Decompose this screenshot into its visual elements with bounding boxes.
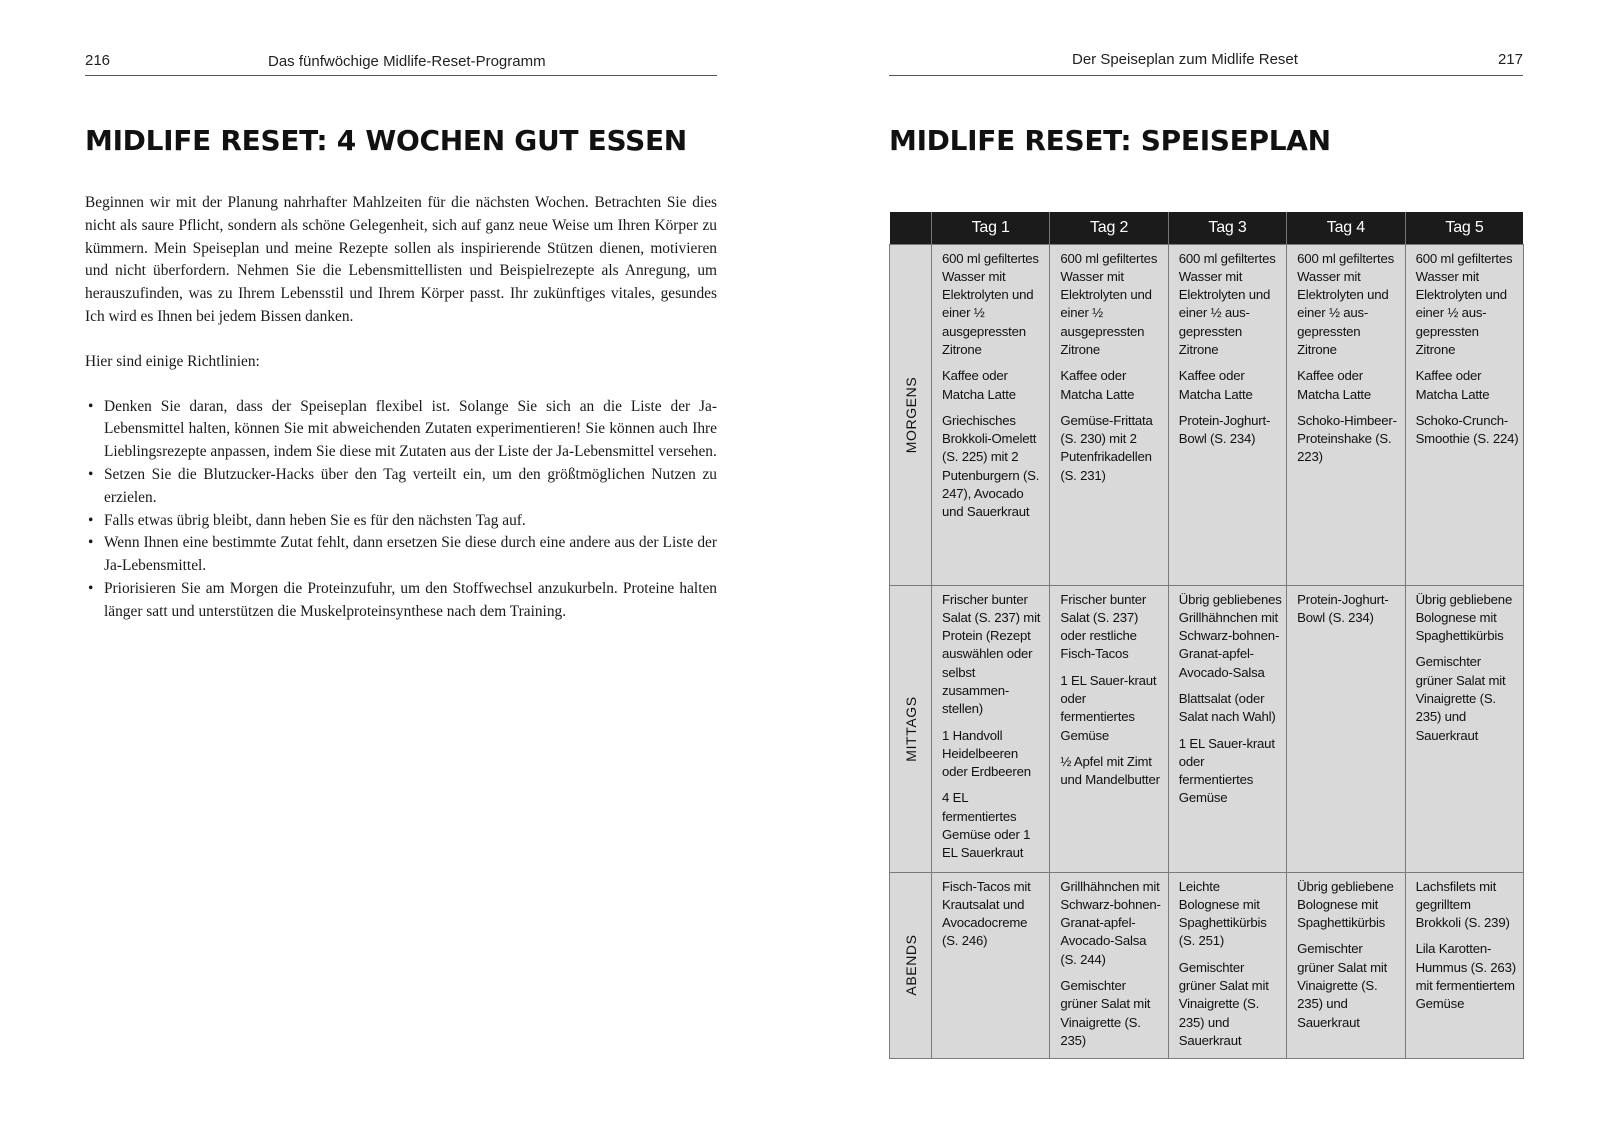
running-head (889, 50, 1523, 76)
meal-entry: Leichte Bolognese mit Spaghettikürbis (S. 251) (1178, 878, 1267, 949)
meal-entry: Lila Karotten-Hummus (S. 263) mit fermentiertem Gemüse (1415, 941, 1516, 1012)
meal-entry: Blattsalat (oder Salat nach Wahl) (1178, 690, 1276, 725)
meal-entry: Grillhähnchen mit Schwarz-bohnen-Granat-apfel-Avocado-Salsa (S. 244) (1060, 878, 1161, 967)
meal-cell (932, 585, 1050, 872)
meal-cell (1405, 585, 1523, 872)
meal-entry: Gemischter grüner Salat mit Vinaigrette (S. 235) (1060, 977, 1151, 1048)
list-item: • Falls etwas übrig bleibt, dann heben Sie es für den nächsten Tag auf. (85, 510, 717, 533)
meal-cell (1050, 585, 1168, 872)
running-head-title: Der Speiseplan zum Midlife Reset (1072, 51, 1298, 68)
day-header: Tag 3 (1168, 212, 1286, 244)
meal-cell (1168, 872, 1286, 1058)
list-item: • Wenn Ihnen eine bestimmte Zutat fehlt, dann ersetzen Sie diese durch eine andere aus der Liste der Ja-Lebensmittel. (85, 532, 717, 578)
meal-entry: Protein-Joghurt-Bowl (S. 234) (1297, 591, 1389, 625)
meal-entry: Lachsfilets mit gegrilltem Brokkoli (S. 239) (1415, 878, 1510, 931)
meal-entry: 1 EL Sauer-kraut oder fermentiertes Gemüse (1178, 735, 1275, 806)
meal-cell (932, 872, 1050, 1058)
meal-entry: Gemüse-Frittata (S. 230) mit 2 Putenfrikadellen (S. 231) (1060, 412, 1153, 483)
meal-cell (1287, 872, 1405, 1058)
meal-cell (1287, 585, 1405, 872)
meal-entry: Frischer bunter Salat (S. 237) mit Protein (Rezept auswählen oder selbst zusammen-stellen) (942, 591, 1041, 717)
meal-entry: 1 EL Sauer-kraut oder fermentiertes Gemüse (1060, 672, 1157, 743)
table-corner-cell (890, 212, 932, 244)
meal-label: MITTAGS (902, 695, 919, 762)
meal-entry: 600 ml gefiltertes Wasser mit Elektrolyten und einer ½ aus-gepressten Zitrone (1415, 250, 1513, 357)
meal-entry: Kaffee oder Matcha Latte (1415, 368, 1490, 402)
list-item: • Priorisieren Sie am Morgen die Proteinzufuhr, um den Stoffwechsel anzukurbeln. Proteine halten länger satt und unterstützen die Muskelproteinsynthese nach dem Training. (85, 578, 717, 624)
table-row (890, 872, 1524, 1058)
meal-entry: 600 ml gefiltertes Wasser mit Elektrolyten und einer ½ aus-gepressten Zitrone (1178, 250, 1276, 357)
day-header: Tag 5 (1405, 212, 1523, 244)
meal-entry: Protein-Joghurt-Bowl (S. 234) (1178, 412, 1271, 447)
page-number: 216 (85, 52, 111, 69)
meal-entry: Kaffee oder Matcha Latte (1297, 368, 1372, 402)
meal-entry: Übrig gebliebene Bolognese mit Spaghettikürbis (1297, 878, 1394, 931)
intro-paragraph: Beginnen wir mit der Planung nahrhafter Mahlzeiten für die nächsten Wochen. Betrachten Sie dies nicht als saure Pflicht, sondern als schöne Gelegenheit, sich auf ganz neue Weise um Ihren Körper zu kümmern. Mein Speiseplan und meine Rezepte sollen als inspirierende Stützen dienen, motivieren und nicht überfordern. Nehmen Sie die Lebensmittellisten und Beispielrezepte als Anregung, um herauszufinden, was zu Ihrem Lebensstil und Ihrem Körper passt. Ihr zukünftiges vitales, gesundes Ich wird es Ihnen bei jedem Bissen danken. (85, 194, 717, 325)
meal-label: ABENDS (902, 934, 919, 996)
running-head-title: Das fünfwöchige Midlife-Reset-Programm (268, 53, 546, 70)
list-item: • Denken Sie daran, dass der Speiseplan flexibel ist. Solange Sie sich an die Liste der Ja-Lebensmittel halten, können Sie mit abweichenden Zutaten experimentieren! Sie können auch Ihre Lieblingsrezepte anpassen, indem Sie diese mit Zutaten aus der Liste der Ja-Lebensmittel versehen. (85, 396, 717, 464)
meal-entry: Gemischter grüner Salat mit Vinaigrette (S. 235) und Sauerkraut (1415, 654, 1506, 743)
guidelines-list (85, 396, 717, 624)
meal-label-cell (890, 585, 932, 872)
meal-cell (1050, 244, 1168, 585)
guidelines-heading: Hier sind einige Richtlinien: (85, 352, 260, 370)
running-head (85, 50, 717, 76)
meal-entry: Kaffee oder Matcha Latte (942, 368, 1016, 402)
meal-entry: Schoko-Crunch-Smoothie (S. 224) (1415, 412, 1519, 447)
body-text (85, 192, 717, 624)
day-header: Tag 1 (932, 212, 1050, 244)
meal-entry: Griechisches Brokkoli-Omelett (S. 225) mit 2 Putenburgern (S. 247), Avocado und Sauerkraut (942, 412, 1040, 520)
meal-entry: Frischer bunter Salat (S. 237) oder restliche Fisch-Tacos (1060, 591, 1147, 662)
page-number: 217 (1497, 51, 1523, 68)
right-page (800, 0, 1600, 1129)
meal-entry: Kaffee oder Matcha Latte (1178, 368, 1253, 402)
meal-entry: Schoko-Himbeer-Proteinshake (S. 223) (1297, 412, 1397, 465)
page-title: MIDLIFE RESET: SPEISEPLAN (889, 124, 1331, 157)
meal-entry: Kaffee oder Matcha Latte (1060, 368, 1135, 402)
meal-label-cell (890, 244, 932, 585)
day-header: Tag 2 (1050, 212, 1168, 244)
meal-entry: Gemischter grüner Salat mit Vinaigrette (S. 235) und Sauerkraut (1178, 959, 1269, 1048)
page-title: MIDLIFE RESET: 4 WOCHEN GUT ESSEN (85, 124, 687, 157)
table-row (890, 585, 1524, 872)
meal-plan-table (889, 212, 1524, 1059)
meal-entry: Gemischter grüner Salat mit Vinaigrette (S. 235) und Sauerkraut (1297, 941, 1388, 1030)
meal-entry: 600 ml gefiltertes Wasser mit Elektrolyten und einer ½ ausgepressten Zitrone (1060, 250, 1158, 357)
meal-entry: 1 Handvoll Heidelbeeren oder Erdbeeren (942, 727, 1031, 780)
meal-entry: Übrig gebliebenes Grillhähnchen mit Schwarz-bohnen-Granat-apfel-Avocado-Salsa (1178, 591, 1282, 680)
meal-entry: 600 ml gefiltertes Wasser mit Elektrolyten und einer ½ ausgepressten Zitrone (942, 250, 1039, 357)
meal-cell (1168, 244, 1286, 585)
meal-entry: 4 EL fermentiertes Gemüse oder 1 EL Sauerkraut (942, 790, 1031, 861)
day-header: Tag 4 (1287, 212, 1405, 244)
meal-entry: ½ Apfel mit Zimt und Mandelbutter (1060, 753, 1160, 788)
list-item: • Setzen Sie die Blutzucker-Hacks über den Tag verteilt ein, um den größtmöglichen Nutzen zu erzielen. (85, 464, 717, 510)
meal-cell (1287, 244, 1405, 585)
meal-label-cell (890, 872, 932, 1058)
meal-cell (1050, 872, 1168, 1058)
meal-label: MORGENS (902, 376, 919, 453)
meal-cell (1405, 244, 1523, 585)
meal-cell (1168, 585, 1286, 872)
meal-entry: Übrig gebliebene Bolognese mit Spaghettikürbis (1415, 591, 1513, 644)
meal-entry: 600 ml gefiltertes Wasser mit Elektrolyten und einer ½ aus-gepressten Zitrone (1297, 250, 1394, 357)
table-header-row (890, 212, 1524, 244)
table-row (890, 244, 1524, 585)
meal-cell (1405, 872, 1523, 1058)
meal-entry: Fisch-Tacos mit Krautsalat und Avocadocreme (S. 246) (942, 878, 1031, 949)
meal-cell (932, 244, 1050, 585)
